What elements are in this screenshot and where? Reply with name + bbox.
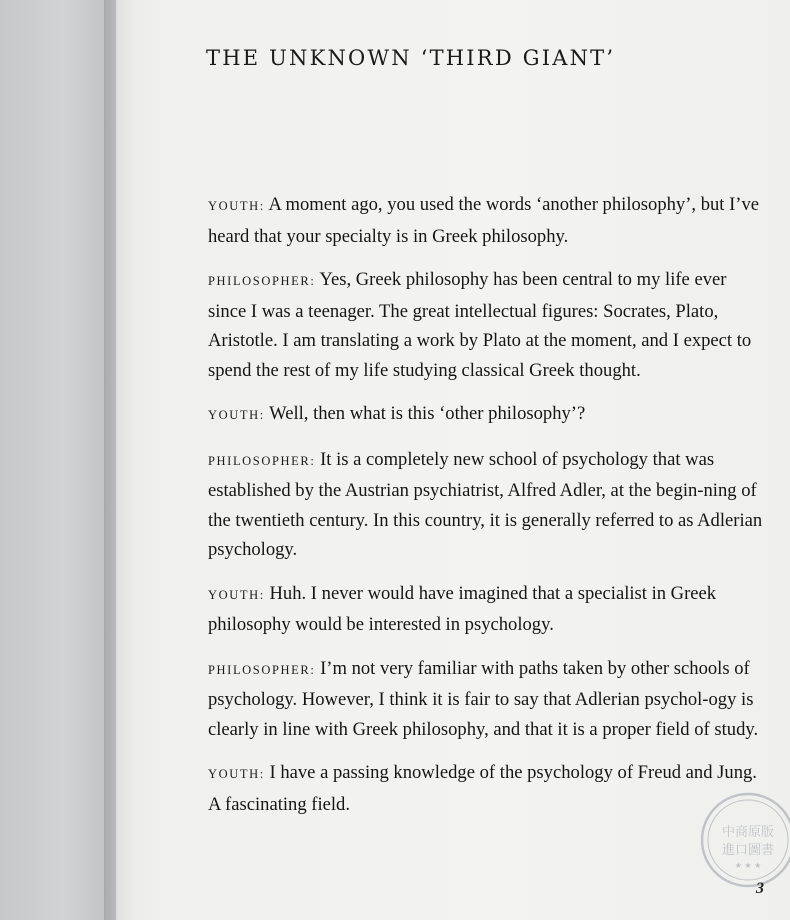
speaker-label: YOUTH:	[208, 587, 265, 602]
dialogue-text: I’m not very familiar with paths taken by other schools of psychology. However, I think it is fair to say that Adlerian psychol-ogy is clearly in line with Greek philosophy, and that it is a proper field of study.	[208, 657, 759, 740]
svg-text:進口圖書: 進口圖書	[721, 843, 775, 858]
dialogue-paragraph	[208, 654, 768, 745]
dialogue-text: Well, then what is this ‘other philosophy’?	[269, 403, 586, 424]
dialogue-text: I have a passing knowledge of the psychology of Freud and Jung. A fascinating field.	[208, 762, 757, 815]
chapter-title: THE UNKNOWN ‘THIRD GIANT’	[206, 46, 616, 70]
dialogue-paragraph	[208, 758, 768, 819]
page-number: 3	[756, 880, 764, 897]
dialogue-text: Huh. I never would have imagined that a specialist in Greek philosophy would be interested in psychology.	[208, 582, 717, 635]
speaker-label: YOUTH:	[208, 199, 265, 213]
speaker-label: PHILOSOPHER:	[208, 662, 316, 677]
dialogue-paragraph	[208, 190, 768, 251]
svg-text:★ ★ ★: ★ ★ ★	[734, 861, 762, 870]
speaker-label: PHILOSOPHER:	[208, 274, 316, 288]
speaker-label: YOUTH:	[208, 408, 265, 422]
dialogue-paragraph	[208, 445, 768, 565]
dialogue-text: Yes, Greek philosophy has been central to my life ever since I was a teenager. The great intellectual figures: Socrates, Plato, Aristotle. I am translating a work by Plato at the moment, and I expect to spend the rest of my life studying classical Greek thought.	[208, 269, 752, 381]
speaker-label: YOUTH:	[208, 767, 265, 781]
dialogue-text: It is a completely new school of psychology that was established by the Austrian psychiatrist, Alfred Adler, at the begin-ning of the twentieth century. In this country, it is generally referred to as Adlerian psychology.	[208, 448, 763, 560]
left-page-edge	[0, 0, 116, 920]
dialogue-paragraph	[208, 399, 768, 431]
svg-text:中商原版: 中商原版	[721, 825, 775, 840]
dialogue-paragraph	[208, 265, 768, 385]
dialogue-body	[208, 190, 768, 833]
dialogue-text: A moment ago, you used the words ‘another philosophy’, but I’ve heard that your specialty is in Greek philosophy.	[208, 194, 760, 247]
dialogue-paragraph	[208, 579, 768, 640]
speaker-label: PHILOSOPHER:	[208, 453, 316, 468]
watermark-stamp-logo	[696, 788, 790, 892]
right-page	[118, 0, 790, 920]
